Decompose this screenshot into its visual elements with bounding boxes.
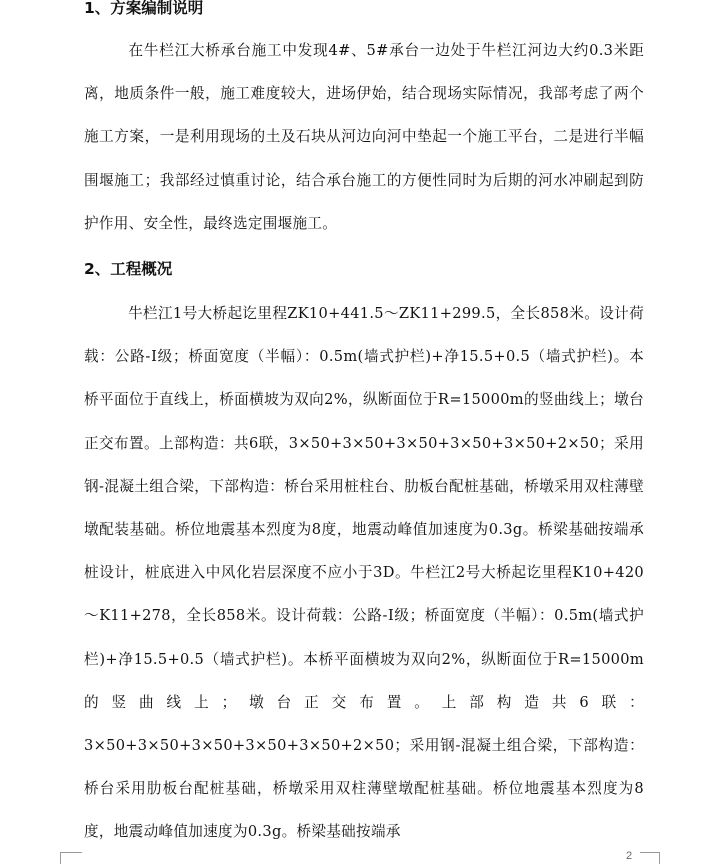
section-2-heading: 2、工程概况 [84,260,173,278]
page-margin-corner-left [60,852,82,864]
section-1-paragraph [84,29,644,245]
page-margin-corner-right [640,852,660,864]
section-1-heading: 1、方案编制说明 [84,0,204,17]
section-2-paragraph-text: 牛栏江1号大桥起讫里程ZK10+441.5～ZK11+299.5，全长858米。设计荷载：公路-Ⅰ级；桥面宽度（半幅）：0.5m(墙式护栏)+净15.5+0.5（墙式护栏)。本桥平面位于直线上，桥面横坡为双向2%，纵断面位于R=15000m的竖曲线上；墩台正交布置。上部构造：共6联，3×50+3×50+3×50+3×50+3×50+2×50；采用钢-混凝土组合梁，下部构造：桥台采用桩柱台、肋板台配桩基础，桥墩采用双柱薄壁墩配装基础。桥位地震基本烈度为8度，地震动峰值加速度为0.3g。桥梁基础按端承桩设计，桩底进入中风化岩层深度不应小于3D。牛栏江2号大桥起讫里程K10+420～K11+278，全长858米。设计荷载：公路-Ⅰ级；桥面宽度（半幅）：0.5m(墙式护栏)+净15.5+0.5（墙式护栏)。本桥平面横坡为双向2%，纵断面位于R=15000m的竖曲线上；墩台正交布置。上部构造共6联：3×50+3×50+3×50+3×50+3×50+2×50；采用钢-混凝土组合梁，下部构造：桥台采用肋板台配桩基础，桥墩采用双柱薄壁墩配桩基础。桥位地震基本烈度为8度，地震动峰值加速度为0.3g。桥梁基础按端承 [84,305,644,841]
section-1-paragraph-text: 在牛栏江大桥承台施工中发现4#、5#承台一边处于牛栏江河边大约0.3米距离，地质条件一般，施工难度较大，进场伊始，结合现场实际情况，我部考虑了两个施工方案，一是利用现场的土及石块从河边向河中垫起一个施工平台，二是进行半幅围堰施工；我部经过慎重讨论，结合承台施工的方便性同时为后期的河水冲刷起到防护作用、安全性，最终选定围堰施工。 [84,42,644,232]
section-2-paragraph [84,292,644,854]
page-number: 2 [626,850,633,862]
